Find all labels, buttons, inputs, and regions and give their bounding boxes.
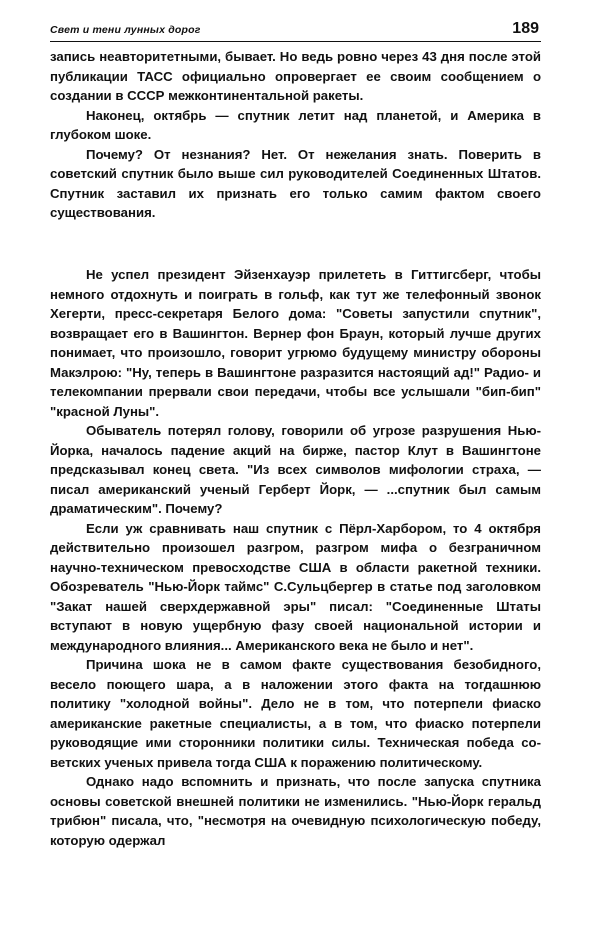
paragraph: Обыватель потерял голову, говорили об угрозе разрушения Нью-Йорка, началось падение акций на бирже, пастор Клут в Вашингтоне предсказывал конец света. "Из всех символов мифологии страха, — писал американский ученый Герберт Йорк, — ...спутник был самым драматическим". Почему?: [50, 423, 541, 516]
page-number: 189: [512, 20, 539, 37]
paragraph: Причина шока не в самом факте существования безобидного, весело поющего шара, а в наложении этого факта на тогдашнюю политику "холодной войны". Дело не в том, что потерпели фиаско американские ракетные специалисты, а в том, что фиаско потерпели руководящие ими сторонники политики силы. Техническая победа советских ученых привела тогда США к поражению политическому.: [50, 657, 541, 770]
paragraph: Если уж сравнивать наш спутник с Пёрл-Харбором, то 4 октября действительно произошел разгром, разгром мифа о безграничном научно-техническом превосходстве США в области ракетной техники. Обозреватель "Нью-Йорк таймс" С.Сульцбергер в статье под заголовком "Закат нашей сверхдержавной эры" писал: "Соединенные Штаты вступают в новую ущербную фазу своей национальной истории и международного влияния... Американского века не было и нет".: [50, 520, 541, 653]
paragraph: Не успел президент Эйзенхауэр прилететь в Гиттигсберг, чтобы немного отдохнуть и поиграть в гольф, как тут же телефонный звонок Хегерти, пресс-секретаря Белого дома: "Советы запустили спутник", возвращает его в Вашингтон. Вернер фон Браун, который лучше других понимает, что произошло, говорит угрюмо будущему министру обороны Макэлрою: "Ну, теперь в Вашингтоне разразится настоящий ад!" Радио- и телекомпании прервали свои передачи, чтобы все услышали "бип-бип" "красной Луны".: [50, 267, 541, 419]
paragraph: Почему? От незнания? Нет. От нежелания знать. Поверить в советский спутник было выше сил руководителей Соединенных Штатов. Спутник заставил их признать его только самим фактом своего существования.: [50, 146, 541, 220]
text-block-1: [50, 47, 541, 223]
paragraph: Однако надо вспомнить и признать, что после запуска спутника основы советской внешней политики не изменились. "Нью-Йорк геральд трибюн" писала, что, "несмотря на очевидную психологическую победу, которую одержал: [50, 774, 541, 848]
running-title: Свет и тени лунных дорог: [50, 24, 201, 36]
page-header: [50, 19, 541, 42]
text-block-2: [50, 265, 541, 850]
paragraph: запись неавторитетными, бывает. Но ведь ровно через 43 дня после этой публикации ТАСС официально опровергает ее своим сообщением о создании в СССР межконтинентальной ракеты.: [50, 49, 541, 103]
paragraph: Наконец, октябрь — спутник летит над планетой, и Америка в глубоком шоке.: [50, 107, 541, 142]
